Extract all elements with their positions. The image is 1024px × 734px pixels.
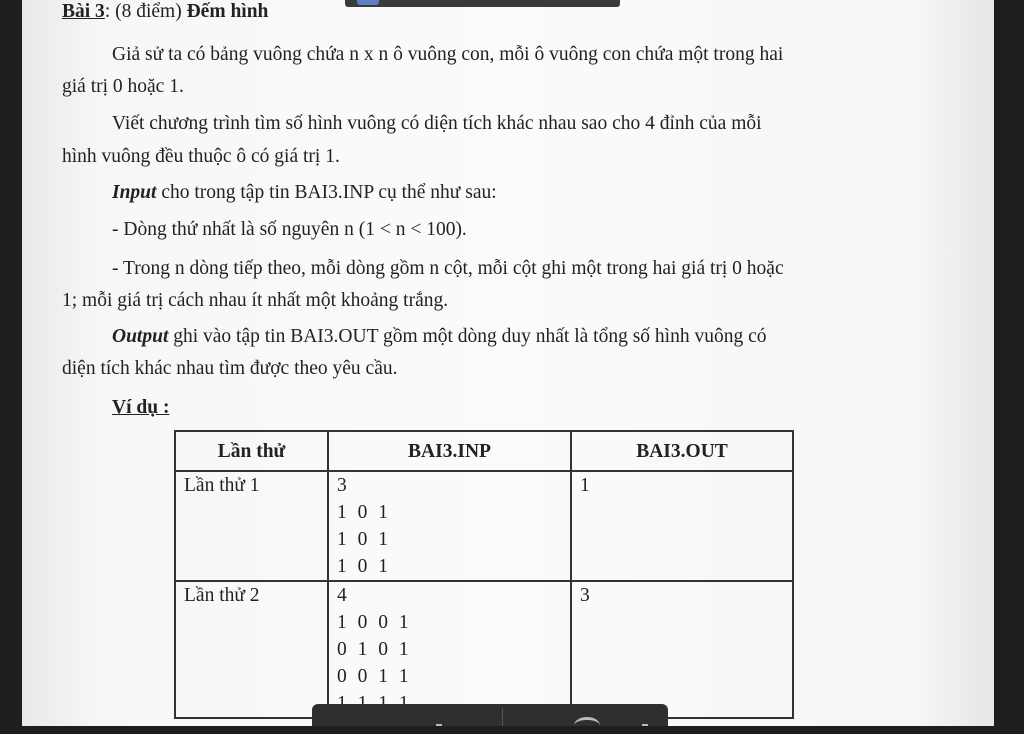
table-header-input: BAI3.INP [328,431,571,471]
input-line: 1 0 0 1 [337,612,412,633]
exercise-number: Bài 3 [62,1,105,22]
table-cell-input [328,471,571,581]
input-line: 3 [337,475,350,496]
paragraph-output-line2: diện tích khác nhau tìm được theo yêu cầu. [62,358,398,379]
exercise-name: Đếm hình [186,1,269,22]
input-label: Input [112,182,157,203]
paragraph-task-line2: hình vuông đều thuộc ô có giá trị 1. [62,146,340,167]
output-label: Output [112,326,169,347]
paragraph-task-line1: Viết chương trình tìm số hình vuông có diện tích khác nhau sao cho 4 đỉnh của mỗi [112,113,762,134]
exercise-points: : (8 điểm) [104,1,187,22]
input-line: 0 1 0 1 [337,639,412,660]
paragraph-next-lines-2: 1; mỗi giá trị cách nhau ít nhất một khoảng trắng. [62,290,449,311]
paragraph-intro-line1: Giả sử ta có bảng vuông chứa n x n ô vuông con, mỗi ô vuông con chứa một trong hai [112,44,784,65]
output-text: ghi vào tập tin BAI3.OUT gồm một dòng duy nhất là tổng số hình vuông có [168,326,767,347]
toolbar-indicator [357,0,379,5]
input-line: 1 0 1 [337,529,391,550]
input-line: 1 0 1 [337,502,391,523]
table-cell-input [328,581,571,718]
exercise-title [62,0,268,24]
input-text: cho trong tập tin BAI3.INP cụ thể như sau: [156,182,497,203]
table-cell-output: 3 [571,581,793,718]
paragraph-next-lines-1: - Trong n dòng tiếp theo, mỗi dòng gồm n cột, mỗi cột ghi một trong hai giá trị 0 hoặc [112,258,784,279]
table-row [175,471,793,581]
paragraph-intro-line2: giá trị 0 hoặc 1. [62,76,184,97]
table-cell-output: 1 [571,471,793,581]
table-header-output: BAI3.OUT [571,431,793,471]
table-row [175,581,793,718]
table-cell-trial: Lần thử 2 [175,581,328,718]
table-header-trial: Lần thử [175,431,328,471]
paragraph-first-line: - Dòng thứ nhất là số nguyên n (1 < n < 100). [112,219,467,240]
input-line: 1 0 1 [337,556,391,577]
top-toolbar[interactable] [345,0,620,7]
input-line: 0 0 1 1 [337,666,412,687]
input-line: 4 [337,585,350,606]
example-heading: Ví dụ : [112,397,170,418]
bottom-toolbar[interactable] [312,704,668,726]
paragraph-output [112,325,767,349]
toolbar-divider [502,708,503,726]
paragraph-input [112,181,497,205]
table-cell-trial: Lần thử 1 [175,471,328,581]
example-table [174,430,794,719]
table-header-row [175,431,793,471]
